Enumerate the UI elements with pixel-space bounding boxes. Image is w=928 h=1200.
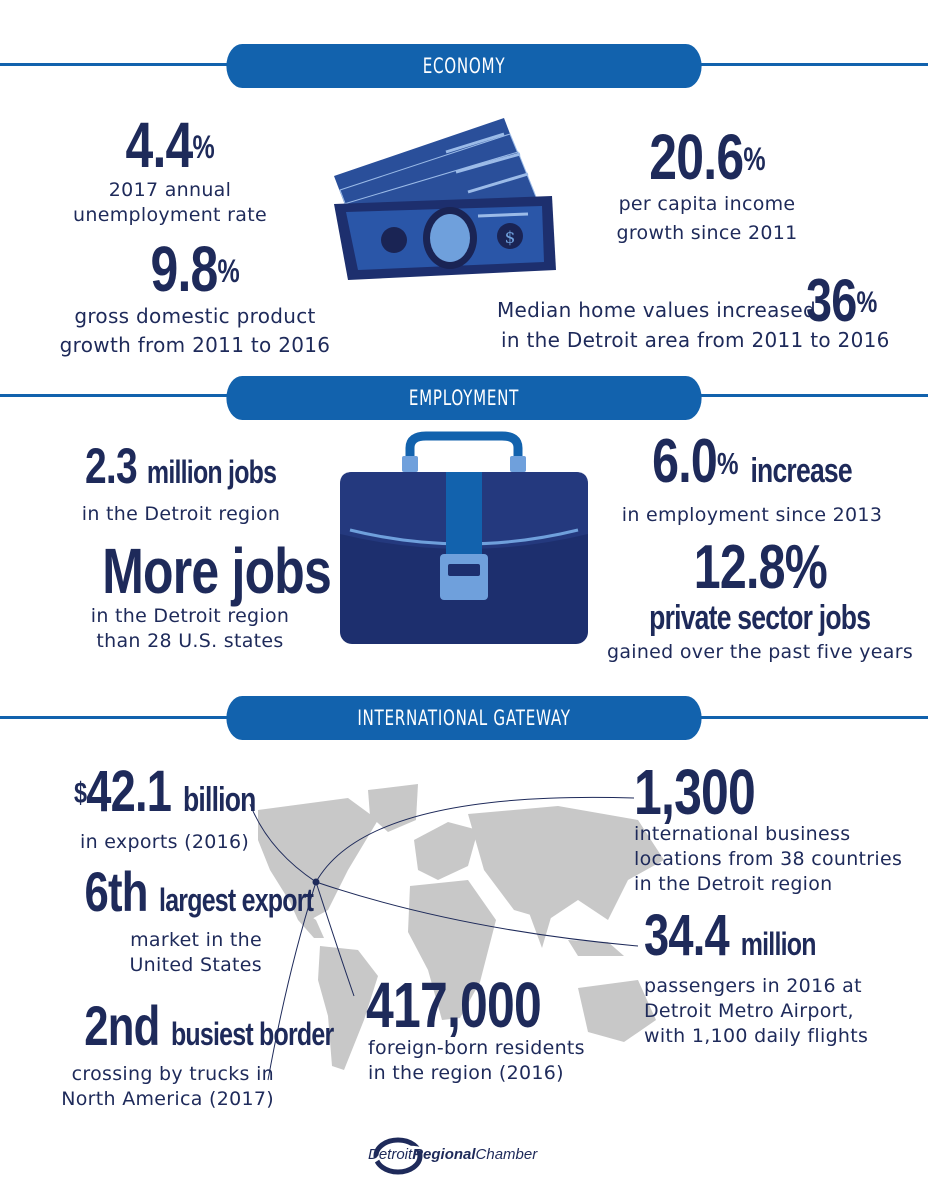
passengers-label-2: Detroit Metro Airport, — [644, 1000, 854, 1022]
income-value: 20.6 — [649, 121, 744, 193]
export-market-label-2: United States — [129, 954, 262, 976]
jobs-label: in the Detroit region — [81, 503, 281, 525]
economy-heading: ECONOMY — [226, 44, 701, 88]
income-stat: 20.6% per capita income growth since 2011 — [592, 124, 822, 248]
exports-currency: $ — [74, 776, 87, 810]
home-values-stat: Median home values increased 36% in the Detroit area from 2011 to 2016 — [490, 270, 910, 354]
border-label-2: North America (2017) — [61, 1088, 274, 1110]
exports-label: in exports (2016) — [80, 831, 250, 853]
increase-suffix: increase — [750, 452, 852, 490]
income-label-2: growth since 2011 — [616, 222, 798, 244]
gateway-heading: INTERNATIONAL GATEWAY — [226, 696, 701, 740]
gdp-label-1: gross domestic product — [74, 304, 316, 328]
employment-heading: EMPLOYMENT — [226, 376, 701, 420]
income-label-1: per capita income — [618, 193, 796, 215]
exports-value: 42.1 — [86, 759, 172, 824]
increase-label: in employment since 2013 — [621, 504, 883, 526]
jobs-stat — [56, 436, 306, 527]
logo-text-regional: Regional — [412, 1146, 476, 1163]
border-value: 2nd — [84, 994, 160, 1057]
detroit-regional-chamber-logo — [362, 1136, 582, 1176]
logo-text-detroit: Detroit — [368, 1146, 413, 1163]
private-jobs-stat — [604, 533, 916, 665]
increase-value: 6.0 — [652, 427, 718, 496]
passengers-label-3: with 1,100 daily flights — [644, 1025, 869, 1047]
more-jobs-stat — [70, 535, 331, 654]
increase-stat: 6.0% increase in employment since 2013 — [616, 432, 888, 529]
private-jobs-label: gained over the past five years — [606, 641, 914, 663]
business-label-1: international business — [634, 823, 851, 845]
export-market-value: 6th — [84, 860, 148, 923]
private-jobs-value: 12.8% — [693, 533, 827, 602]
home-values-value: 36 — [806, 267, 857, 334]
dollar-bills-icon — [328, 112, 560, 288]
gdp-value: 9.8 — [150, 233, 218, 305]
more-jobs-label-1: in the Detroit region — [90, 605, 290, 627]
residents-stat — [366, 969, 616, 1086]
passengers-stat — [644, 903, 924, 1049]
briefcase-icon — [336, 430, 592, 646]
jobs-suffix: million jobs — [147, 454, 277, 490]
business-value: 1,300 — [634, 756, 756, 828]
passengers-suffix: million — [740, 926, 816, 962]
gdp-label-2: growth from 2011 to 2016 — [59, 333, 331, 357]
residents-label-2: in the region (2016) — [368, 1062, 564, 1084]
passengers-label-1: passengers in 2016 at — [644, 975, 862, 997]
home-values-label-2: in the Detroit area from 2011 to 2016 — [501, 328, 890, 352]
residents-label-1: foreign-born residents — [368, 1037, 585, 1059]
residents-value: 417,000 — [366, 969, 541, 1041]
border-stat — [14, 994, 334, 1112]
business-label-2: locations from 38 countries — [634, 848, 903, 870]
export-market-stat — [20, 860, 314, 978]
export-market-suffix: largest export — [159, 882, 314, 918]
private-jobs-suffix: private sector jobs — [649, 599, 871, 637]
unemployment-label-1: 2017 annual — [108, 179, 232, 201]
exports-stat — [74, 759, 354, 855]
border-label-1: crossing by trucks in — [71, 1063, 274, 1085]
home-values-label-1: Median home values increased — [497, 298, 816, 322]
unemployment-stat: 4.4% 2017 annual unemployment rate — [70, 112, 270, 228]
exports-suffix: billion — [182, 781, 256, 819]
business-label-3: in the Detroit region — [634, 873, 833, 895]
more-jobs-label-2: than 28 U.S. states — [96, 630, 284, 652]
more-jobs-headline: More jobs — [102, 535, 331, 607]
unemployment-label-2: unemployment rate — [73, 204, 267, 226]
gdp-stat: 9.8% gross domestic product growth from 2011 to 2016 — [50, 236, 340, 360]
export-market-label-1: market in the — [130, 929, 262, 951]
unemployment-value: 4.4 — [125, 109, 193, 181]
passengers-value: 34.4 — [644, 903, 729, 968]
jobs-value: 2.3 — [85, 438, 138, 494]
logo-text-chamber: Chamber — [475, 1146, 538, 1163]
business-stat — [634, 756, 924, 897]
svg-text:$: $ — [504, 228, 516, 248]
border-suffix: busiest border — [170, 1016, 334, 1052]
